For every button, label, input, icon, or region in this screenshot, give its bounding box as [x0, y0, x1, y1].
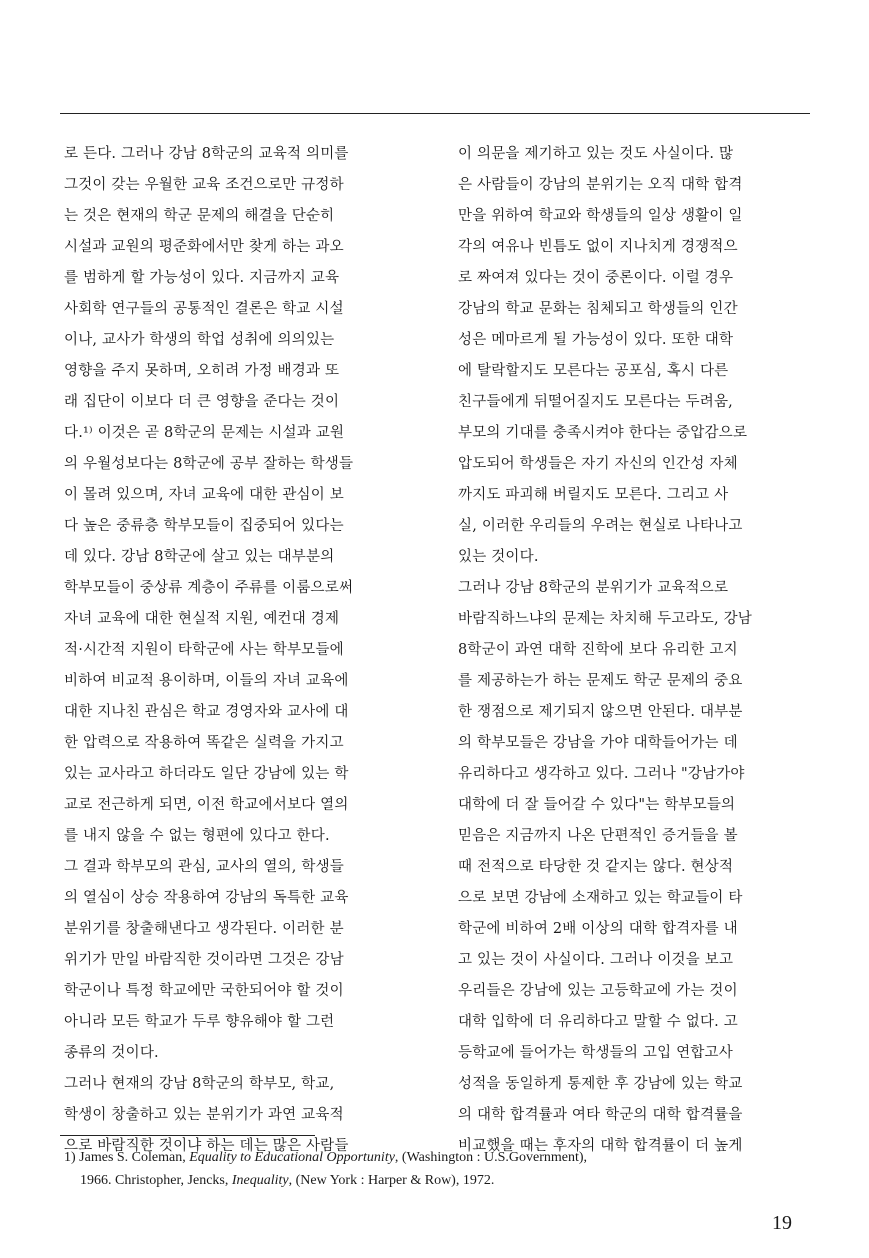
text-line: 한 쟁점으로 제기되지 않으면 안된다. 대부분 [458, 704, 743, 720]
footnote-text: , (Washington : U.S.Government), [394, 1150, 588, 1165]
footnote-line-1 [64, 1146, 809, 1169]
text-line: 의 학부모들은 강남을 가야 대학들어가는 데 [458, 735, 738, 751]
text-line: 있는 교사라고 하더라도 일단 강남에 있는 학 [64, 766, 349, 782]
text-line: 로 든다. 그러나 강남 8학군의 교육적 의미를 [64, 146, 349, 162]
text-line: 그 결과 학부모의 관심, 교사의 열의, 학생들 [64, 859, 344, 875]
footnote-text: 1966. Christopher, Jencks, [80, 1173, 232, 1188]
text-line: 그것이 갖는 우월한 교육 조건으로만 규정하 [64, 177, 344, 193]
text-line: 학부모들이 중상류 계층이 주류를 이룸으로써 [64, 580, 354, 596]
text-line: 아니라 모든 학교가 두루 향유해야 할 그런 [64, 1014, 335, 1030]
text-line: 대학에 더 잘 들어갈 수 있다"는 학부모들의 [458, 797, 736, 813]
text-line: 성은 메마르게 될 가능성이 있다. 또한 대학 [458, 332, 734, 348]
text-line: 부모의 기대를 충족시켜야 한다는 중압감으로 [458, 425, 748, 441]
text-line: 성적을 동일하게 통제한 후 강남에 있는 학교 [458, 1076, 743, 1092]
text-line: 다.¹⁾ 이것은 곧 8학군의 문제는 시설과 교원 [64, 425, 345, 441]
text-line: 이 몰려 있으며, 자녀 교육에 대한 관심이 보 [64, 487, 344, 503]
text-line: 위기가 만일 바람직한 것이라면 그것은 강남 [64, 952, 344, 968]
text-line: 까지도 파괴해 버릴지도 모른다. 그리고 사 [458, 487, 729, 503]
text-line: 한 압력으로 작용하여 똑같은 실력을 가지고 [64, 735, 344, 751]
text-line: 때 전적으로 타당한 것 같지는 않다. 현상적 [458, 859, 734, 875]
text-line: 유리하다고 생각하고 있다. 그러나 "강남가야 [458, 766, 745, 782]
page-number: 19 [772, 1212, 792, 1234]
footnote-marker: 1) [64, 1150, 76, 1165]
text-line: 이나, 교사가 학생의 학업 성취에 의의있는 [64, 332, 335, 348]
text-line: 바람직하느냐의 문제는 차치해 두고라도, 강남 [458, 611, 752, 627]
text-line: 적·시간적 지원이 타학군에 사는 학부모들에 [64, 642, 344, 658]
text-line: 으로 보면 강남에 소재하고 있는 학교들이 타 [458, 890, 743, 906]
text-line: 학군에 비하여 2배 이상의 대학 합격자를 내 [458, 921, 738, 937]
text-line: 이 의문을 제기하고 있는 것도 사실이다. 많 [458, 146, 734, 162]
footnote [64, 1146, 809, 1192]
text-line: 강남의 학교 문화는 침체되고 학생들의 인간 [458, 301, 738, 317]
footnote-text: , (New York : Harper & Row), 1972. [288, 1173, 495, 1188]
text-line: 교로 전근하게 되면, 이전 학교에서보다 열의 [64, 797, 349, 813]
text-line: 으로 바람직한 것이냐 하는 데는 많은 사람들 [64, 1138, 349, 1154]
footnote-text: James S. Coleman, [79, 1150, 190, 1165]
text-line: 각의 여유나 빈틈도 없이 지나치게 경쟁적으 [458, 239, 738, 255]
text-line: 비교했을 때는 후자의 대학 합격률이 더 높게 [458, 1138, 743, 1154]
text-line: 등학교에 들어가는 학생들의 고입 연합고사 [458, 1045, 733, 1061]
text-line: 8학군이 과연 대학 진학에 보다 유리한 고지 [458, 642, 738, 658]
text-line: 그러나 현재의 강남 8학군의 학부모, 학교, [64, 1076, 335, 1092]
text-line: 그러나 강남 8학군의 분위기가 교육적으로 [458, 580, 729, 596]
text-line: 학군이나 특정 학교에만 국한되어야 할 것이 [64, 983, 344, 999]
text-line: 데 있다. 강남 8학군에 살고 있는 대부분의 [64, 549, 335, 565]
text-line: 를 범하게 할 가능성이 있다. 지금까지 교육 [64, 270, 340, 286]
text-line: 대한 지나친 관심은 학교 경영자와 교사에 대 [64, 704, 349, 720]
text-line: 학생이 창출하고 있는 분위기가 과연 교육적 [64, 1107, 344, 1123]
text-line: 로 짜여져 있다는 것이 중론이다. 이럴 경우 [458, 270, 734, 286]
text-line: 영향을 주지 못하며, 오히려 가정 배경과 또 [64, 363, 340, 379]
text-line: 은 사람들이 강남의 분위기는 오직 대학 합격 [458, 177, 743, 193]
text-line: 있는 것이다. [458, 549, 539, 565]
footnote-title: Equality to Educational Opportunity [189, 1150, 395, 1165]
text-line: 분위기를 창출해낸다고 생각된다. 이러한 분 [64, 921, 344, 937]
header-rule [60, 113, 810, 114]
text-line: 종류의 것이다. [64, 1045, 159, 1061]
text-line: 에 탈락할지도 모른다는 공포심, 혹시 다른 [458, 363, 729, 379]
text-line: 래 집단이 이보다 더 큰 영향을 준다는 것이 [64, 394, 340, 410]
text-line: 자녀 교육에 대한 현실적 지원, 예컨대 경제 [64, 611, 340, 627]
text-line: 의 대학 합격률과 여타 학군의 대학 합격률을 [458, 1107, 743, 1123]
footnote-line-2 [64, 1169, 809, 1192]
text-line: 실, 이러한 우리들의 우려는 현실로 나타나고 [458, 518, 743, 534]
right-column [458, 139, 752, 1162]
text-line: 다 높은 중류층 학부모들이 집중되어 있다는 [64, 518, 344, 534]
text-line: 의 열심이 상승 작용하여 강남의 독특한 교육 [64, 890, 349, 906]
text-line: 를 내지 않을 수 없는 형편에 있다고 한다. [64, 828, 330, 844]
footnote-rule [60, 1135, 315, 1136]
text-line: 압도되어 학생들은 자기 자신의 인간성 자체 [458, 456, 738, 472]
text-line: 믿음은 지금까지 나온 단편적인 증거들을 볼 [458, 828, 738, 844]
text-line: 고 있는 것이 사실이다. 그러나 이것을 보고 [458, 952, 734, 968]
footnote-title: Inequality [231, 1173, 289, 1188]
text-line: 만을 위하여 학교와 학생들의 일상 생활이 일 [458, 208, 743, 224]
text-line: 비하여 비교적 용이하며, 이들의 자녀 교육에 [64, 673, 349, 689]
text-line: 사회학 연구들의 공통적인 결론은 학교 시설 [64, 301, 344, 317]
text-line: 우리들은 강남에 있는 고등학교에 가는 것이 [458, 983, 738, 999]
text-line: 친구들에게 뒤떨어질지도 모른다는 두려움, [458, 394, 733, 410]
left-column [64, 139, 353, 1162]
text-line: 대학 입학에 더 유리하다고 말할 수 없다. 고 [458, 1014, 738, 1030]
text-line: 는 것은 현재의 학군 문제의 해결을 단순히 [64, 208, 335, 224]
text-line: 시설과 교원의 평준화에서만 찾게 하는 과오 [64, 239, 344, 255]
text-line: 를 제공하는가 하는 문제도 학군 문제의 중요 [458, 673, 743, 689]
text-line: 의 우월성보다는 8학군에 공부 잘하는 학생들 [64, 456, 354, 472]
